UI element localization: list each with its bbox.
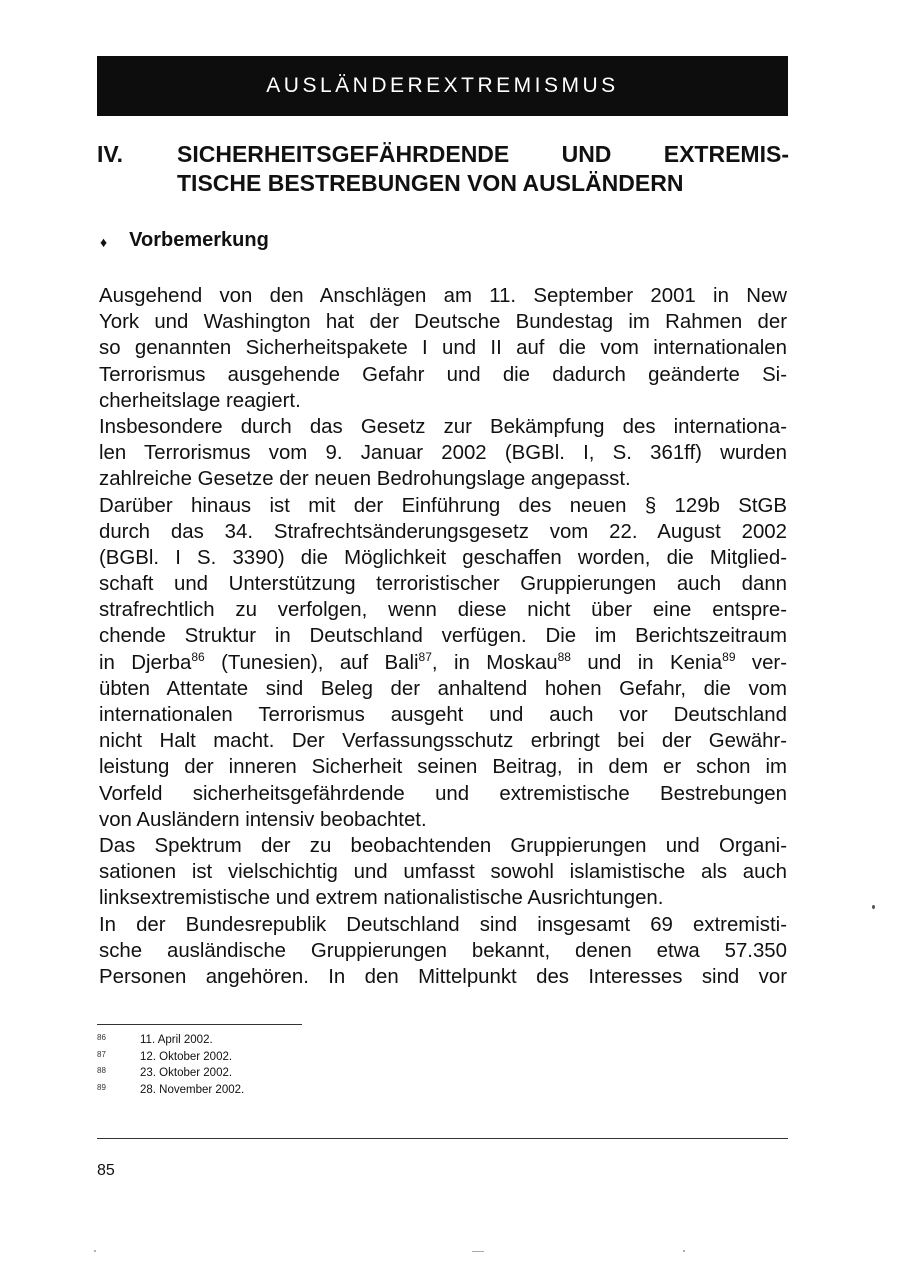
footnote-ref: 87	[418, 649, 432, 664]
body-text-segment: (Tunesien), auf Bali	[204, 651, 419, 674]
footnote-divider	[97, 1024, 302, 1025]
body-text	[99, 283, 787, 990]
body-line: strafrechtlich zu verfolgen, wenn diese nicht über eine entspre-	[99, 599, 787, 622]
footnotes	[97, 1032, 244, 1098]
footnote-item	[97, 1065, 244, 1082]
page-number: 85	[97, 1162, 115, 1179]
footnote-number: 86	[97, 1033, 106, 1042]
body-line-with-footnotes	[99, 650, 787, 676]
footnote-number: 88	[97, 1066, 106, 1075]
body-line: Vorfeld sicherheitsgefährdende und extremistische Bestrebungen	[99, 782, 787, 805]
body-text-segment: und in Kenia	[570, 651, 723, 674]
page-footer-divider	[97, 1138, 788, 1139]
body-line: In der Bundesrepublik Deutschland sind insgesamt 69 extremisti-	[99, 913, 787, 936]
body-line: cherheitslage reagiert.	[99, 389, 301, 412]
body-line: linksextremistische und extrem nationalistische Ausrichtungen.	[99, 887, 664, 910]
footnote-text: 11. April 2002.	[140, 1034, 213, 1046]
footnote-text: 23. Oktober 2002.	[140, 1067, 233, 1079]
running-header	[97, 56, 788, 116]
scan-speck	[472, 1251, 484, 1252]
footnote-item	[97, 1049, 244, 1066]
footnote-item	[97, 1082, 244, 1099]
body-line: internationalen Terrorismus ausgeht und auch vor Deutschland	[99, 704, 787, 726]
body-line: durch das 34. Strafrechtsänderungsgesetz vom 22. August 2002	[99, 520, 787, 543]
body-line: leistung der inneren Sicherheit seinen Beitrag, in dem er schon im	[99, 756, 787, 779]
footnote-text: 28. November 2002.	[140, 1083, 245, 1096]
scan-speck	[872, 905, 875, 909]
body-line: York und Washington hat der Deutsche Bundestag im Rahmen der	[99, 311, 787, 334]
body-line: (BGBl. I S. 3390) die Möglichkeit geschaffen worden, die Mitglied-	[99, 546, 787, 569]
body-line: so genannten Sicherheitspakete I und II auf die vom internationalen	[99, 337, 787, 360]
body-line: von Ausländern intensiv beobachtet.	[99, 808, 427, 831]
section-heading-text: Vorbemerkung	[129, 229, 269, 251]
body-line: Personen angehören. In den Mittelpunkt des Interesses sind vor	[99, 965, 787, 988]
chapter-title	[177, 140, 789, 198]
footnote-text: 12. Oktober 2002.	[140, 1050, 233, 1063]
body-line: chende Struktur in Deutschland verfügen. Die im Berichtszeitraum	[99, 625, 787, 648]
body-line: Das Spektrum der zu beobachtenden Gruppierungen und Organi-	[99, 834, 787, 857]
diamond-bullet-icon: ♦	[100, 233, 108, 250]
body-text-segment: , in Moskau	[431, 651, 558, 674]
body-line: Ausgehend von den Anschlägen am 11. September 2001 in New	[99, 285, 787, 307]
chapter-number: IV.	[97, 141, 124, 167]
body-text-segment: in Djerba	[99, 651, 192, 674]
running-header-title: AUSLÄNDEREXTREMISMUS	[266, 74, 619, 97]
chapter-title-line-2: TISCHE BESTREBUNGEN VON AUSLÄNDERN	[177, 170, 684, 196]
body-line: Darüber hinaus ist mit der Einführung des neuen § 129b StGB	[99, 494, 787, 517]
body-line: Insbesondere durch das Gesetz zur Bekämpfung des internationa-	[99, 415, 787, 438]
body-line: schaft und Unterstützung terroristischer Gruppierungen auch dann	[99, 573, 787, 596]
footnote-item	[97, 1032, 244, 1049]
section-heading	[100, 229, 269, 252]
body-line: zahlreiche Gesetze der neuen Bedrohungslage angepasst.	[99, 468, 631, 491]
body-line: sationen ist vielschichtig und umfasst sowohl islamistische als auch	[99, 861, 787, 884]
scan-speck	[683, 1250, 685, 1252]
footnote-number: 89	[97, 1082, 106, 1092]
body-line: Terrorismus ausgehende Gefahr und die dadurch geänderte Si-	[99, 363, 787, 386]
scan-speck	[94, 1250, 96, 1252]
body-line: übten Attentate sind Beleg der anhaltend hohen Gefahr, die vom	[99, 677, 787, 700]
body-text-segment: ver-	[735, 651, 788, 674]
footnote-ref: 88	[557, 649, 571, 664]
body-line: len Terrorismus vom 9. Januar 2002 (BGBl. I, S. 361ff) wurden	[99, 442, 787, 465]
body-line: sche ausländische Gruppierungen bekannt, denen etwa 57.350	[99, 939, 787, 962]
body-line: nicht Halt macht. Der Verfassungsschutz erbringt bei der Gewähr-	[99, 730, 787, 753]
footnote-ref: 86	[191, 649, 205, 664]
footnote-ref: 89	[722, 649, 736, 664]
footnote-number: 87	[97, 1049, 106, 1059]
chapter-title-line-1: SICHERHEITSGEFÄHRDENDE UND EXTREMIS-	[177, 141, 789, 167]
